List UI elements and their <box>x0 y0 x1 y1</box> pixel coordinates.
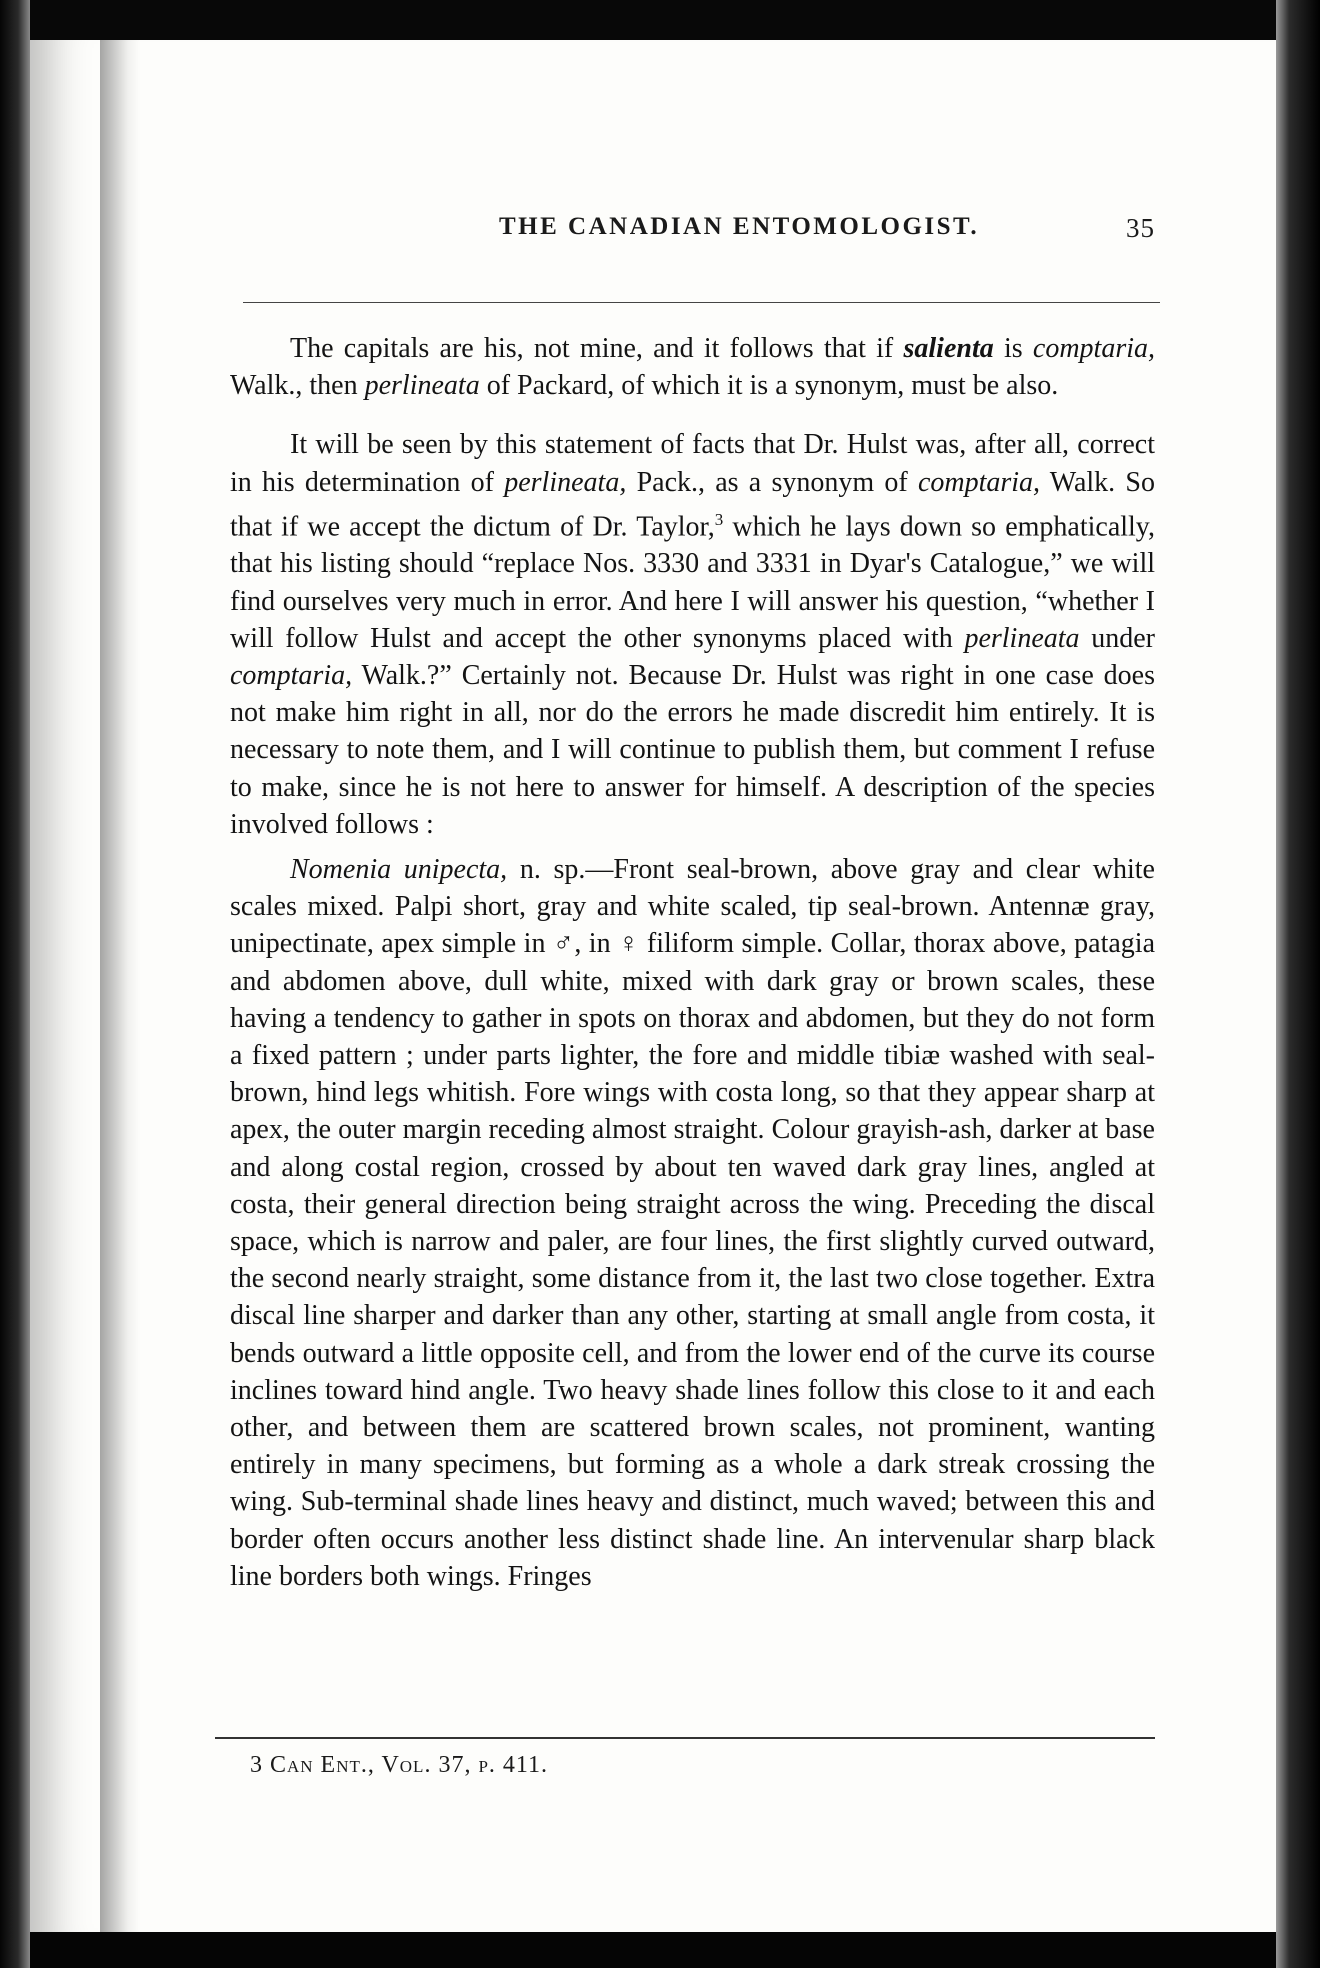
journal-title: THE CANADIAN ENTOMOLOGIST. <box>499 213 980 240</box>
text-run: which he lays down so emphatically, that his listing should “replace Nos. 3330 and 3331 in Dyar's Catalogue,” we will find ourselves very much in error. And here I will answer his question, “whether I will follow Hulst and accept the other synonyms placed with <box>230 511 1155 654</box>
text-run: is <box>993 333 1033 364</box>
species-name: comptaria, <box>230 659 353 691</box>
species-name: Nomenia unipecta, <box>290 853 508 885</box>
text-run: Walk., then <box>230 370 365 402</box>
text-run: Walk. So that if we accept the dictum of Dr. Taylor, <box>230 466 1155 543</box>
body-text <box>230 330 1155 1595</box>
running-header <box>465 213 1155 253</box>
species-name: perlineata, <box>504 466 627 498</box>
species-name: comptaria, <box>1032 333 1155 364</box>
footnote-marker: 3 <box>714 509 724 529</box>
page-number: 35 <box>1126 213 1155 243</box>
gutter-shadow <box>100 40 140 1932</box>
paragraph-description <box>230 851 1155 1595</box>
scan-top-border <box>30 0 1276 40</box>
species-name: perlineata <box>364 370 480 402</box>
species-name: salienta <box>903 333 994 364</box>
scan-right-border <box>1276 0 1320 1968</box>
paragraph-hulst <box>230 426 1155 843</box>
scan-left-border <box>0 0 30 1968</box>
text-run: under <box>1079 622 1155 654</box>
text-run: of Packard, of which it is a synonym, must be also. <box>479 370 1059 402</box>
footnote: 3 Can Ent., Vol. 37, p. 411. <box>250 1752 549 1778</box>
species-name: perlineata <box>964 622 1080 654</box>
text-run: n. sp.—Front seal-brown, above gray and clear white scales mixed. Palpi short, gray and white scaled, tip seal-brown. Antennæ gray, unipectinate, apex simple in ♂, in ♀ filiform simple. Collar, thorax above, patagia and abdomen above, dull white, mixed with dark gray or brown scales, these having a tendency to gather in spots on thorax and abdomen, but they do not form a fixed pattern ; under parts lighter, the fore and middle tibiæ washed with seal-brown, hind legs whitish. Fore wings with costa long, so that they appear sharp at apex, the outer margin receding almost straight. Colour grayish-ash, darker at base and along costal region, crossed by about ten waved dark gray lines, angled at costa, their general direction being straight across the wing. Preceding the discal space, which is narrow and paler, are four lines, the first slightly curved outward, the second nearly straight, some distance from it, the last two close together. Extra discal line sharper and darker than any other, starting at small angle from costa, it bends outward a little opposite cell, and from the lower end of the curve its course inclines toward hind angle. Two heavy shade lines follow this close to it and each other, and between them are scattered brown scales, not prominent, wanting entirely in many specimens, but forming as a whole a dark streak crossing the wing. Sub-terminal shade lines heavy and distinct, much waved; between this and border often occurs another less distinct shade line. An intervenular sharp black line borders both wings. Fringes <box>230 853 1155 1592</box>
footnote-rule <box>215 1737 1155 1739</box>
text-run: Pack., as a synonym of <box>626 466 918 498</box>
species-name: comptaria, <box>917 466 1041 498</box>
scan-bottom-border <box>30 1932 1276 1968</box>
header-rule <box>243 302 1160 303</box>
text-run: It will be seen by this statement of facts that Dr. Hulst was, after all, correct in his determination of <box>230 429 1155 498</box>
text-run: Walk.?” Certainly not. Because Dr. Hulst was right in one case does not make him right in all, nor do the errors he made discredit him entirely. It is necessary to note them, and I will continue to publish them, but comment I refuse to make, since he is not here to answer for himself. A description of the species involved follows : <box>230 659 1155 840</box>
paragraph-capitals <box>230 330 1155 404</box>
text-run: The capitals are his, not mine, and it follows that if <box>290 333 904 364</box>
